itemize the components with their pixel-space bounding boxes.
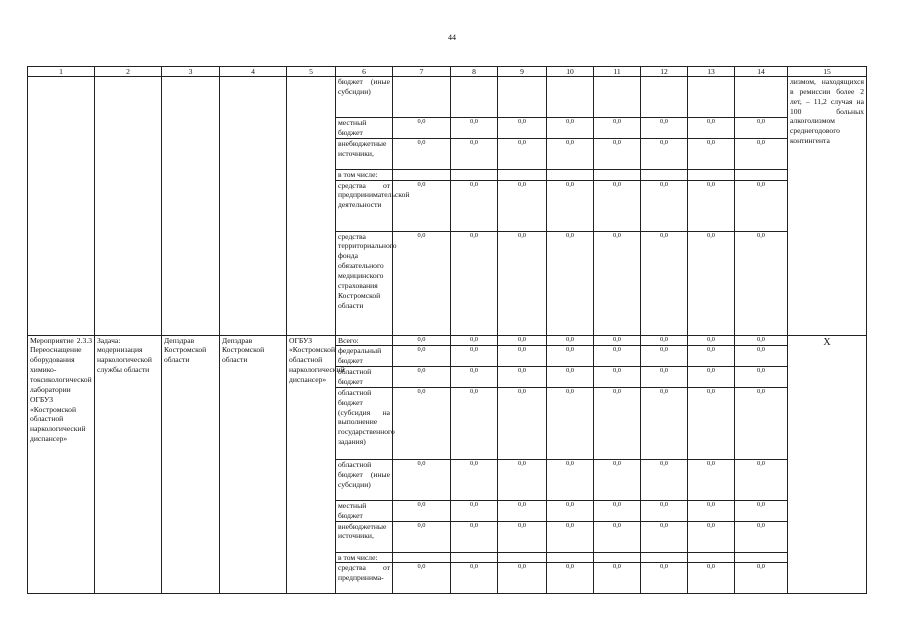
- column-number-9: 9: [498, 67, 547, 77]
- value-cell: [688, 552, 735, 563]
- value-cell: [594, 552, 641, 563]
- value-cell: 0,0: [393, 500, 451, 521]
- value-cell: 0,0: [547, 346, 594, 367]
- column-number-8: 8: [451, 67, 498, 77]
- value-cell: 0,0: [735, 180, 788, 231]
- value-cell: [688, 77, 735, 118]
- value-cell: 0,0: [498, 387, 547, 459]
- value-cell: [498, 169, 547, 180]
- column-number-4: 4: [220, 67, 287, 77]
- funding-source-cell: местный бюджет: [336, 118, 393, 139]
- event-col-5-cell: [287, 77, 336, 336]
- value-cell: 0,0: [594, 521, 641, 552]
- event-col-4-cell: [220, 77, 287, 336]
- value-cell: 0,0: [498, 180, 547, 231]
- value-cell: 0,0: [594, 500, 641, 521]
- value-cell: 0,0: [547, 180, 594, 231]
- value-cell: 0,0: [393, 563, 451, 594]
- value-cell: 0,0: [393, 231, 451, 335]
- funding-source-cell: внебюджетные источники,: [336, 138, 393, 169]
- value-cell: 0,0: [451, 346, 498, 367]
- column-number-10: 10: [547, 67, 594, 77]
- column-number-3: 3: [162, 67, 220, 77]
- value-cell: [594, 77, 641, 118]
- value-cell: 0,0: [498, 563, 547, 594]
- value-cell: 0,0: [498, 500, 547, 521]
- value-cell: 0,0: [688, 335, 735, 346]
- value-cell: 0,0: [451, 180, 498, 231]
- funding-source-cell: внебюджетные источники,: [336, 521, 393, 552]
- value-cell: 0,0: [735, 231, 788, 335]
- value-cell: 0,0: [498, 335, 547, 346]
- value-cell: 0,0: [594, 118, 641, 139]
- column-number-row: [28, 67, 867, 77]
- page-number: 44: [448, 33, 456, 42]
- value-cell: 0,0: [393, 367, 451, 388]
- value-cell: 0,0: [735, 367, 788, 388]
- value-cell: 0,0: [547, 563, 594, 594]
- value-cell: [641, 169, 688, 180]
- value-cell: 0,0: [594, 387, 641, 459]
- value-cell: [393, 77, 451, 118]
- value-cell: 0,0: [735, 459, 788, 500]
- value-cell: 0,0: [688, 231, 735, 335]
- event-col-2-cell: [95, 77, 162, 336]
- value-cell: 0,0: [735, 138, 788, 169]
- responsible-cell: Депздрав Костромской области: [162, 335, 220, 594]
- funding-source-cell: средства территориального фонда обязательного медицинского страхования Костромской области: [336, 231, 393, 335]
- value-cell: 0,0: [594, 231, 641, 335]
- value-cell: 0,0: [688, 563, 735, 594]
- value-cell: 0,0: [594, 138, 641, 169]
- value-cell: 0,0: [393, 346, 451, 367]
- value-cell: 0,0: [547, 118, 594, 139]
- value-cell: 0,0: [393, 180, 451, 231]
- value-cell: 0,0: [735, 346, 788, 367]
- value-cell: 0,0: [641, 521, 688, 552]
- value-cell: 0,0: [451, 500, 498, 521]
- value-cell: 0,0: [547, 367, 594, 388]
- table-row: [28, 335, 867, 346]
- value-cell: 0,0: [641, 231, 688, 335]
- value-cell: 0,0: [547, 500, 594, 521]
- funding-source-cell: областной бюджет (субсидия на выполнение государственного задания): [336, 387, 393, 459]
- value-cell: 0,0: [498, 231, 547, 335]
- value-cell: 0,0: [451, 387, 498, 459]
- value-cell: 0,0: [393, 118, 451, 139]
- value-cell: 0,0: [641, 367, 688, 388]
- program-table: [27, 66, 867, 594]
- value-cell: [641, 77, 688, 118]
- value-cell: 0,0: [393, 459, 451, 500]
- value-cell: [594, 169, 641, 180]
- column-number-7: 7: [393, 67, 451, 77]
- executor-cell: ОГБУЗ «Костромской областной наркологический диспансер»: [287, 335, 336, 594]
- value-cell: 0,0: [735, 118, 788, 139]
- value-cell: 0,0: [451, 521, 498, 552]
- value-cell: [451, 77, 498, 118]
- value-cell: 0,0: [735, 521, 788, 552]
- value-cell: 0,0: [498, 521, 547, 552]
- value-cell: [641, 552, 688, 563]
- value-cell: [735, 169, 788, 180]
- funding-source-cell: федеральный бюджет: [336, 346, 393, 367]
- value-cell: 0,0: [498, 459, 547, 500]
- column-number-2: 2: [95, 67, 162, 77]
- value-cell: 0,0: [451, 138, 498, 169]
- column-number-6: 6: [336, 67, 393, 77]
- value-cell: 0,0: [641, 118, 688, 139]
- value-cell: 0,0: [688, 180, 735, 231]
- value-cell: 0,0: [498, 346, 547, 367]
- value-cell: 0,0: [735, 335, 788, 346]
- value-cell: 0,0: [641, 138, 688, 169]
- value-cell: 0,0: [594, 346, 641, 367]
- value-cell: 0,0: [547, 459, 594, 500]
- value-cell: 0,0: [547, 387, 594, 459]
- value-cell: 0,0: [735, 500, 788, 521]
- value-cell: 0,0: [451, 231, 498, 335]
- funding-source-cell: в том числе:: [336, 169, 393, 180]
- funding-source-cell: средства от предпринимательской деятельности: [336, 180, 393, 231]
- value-cell: [547, 169, 594, 180]
- value-cell: 0,0: [688, 387, 735, 459]
- funding-source-cell: местный бюджет: [336, 500, 393, 521]
- indicator-cell: Х: [788, 335, 867, 594]
- value-cell: [735, 552, 788, 563]
- value-cell: 0,0: [641, 563, 688, 594]
- value-cell: 0,0: [393, 335, 451, 346]
- value-cell: 0,0: [641, 387, 688, 459]
- funding-source-cell: в том числе:: [336, 552, 393, 563]
- value-cell: 0,0: [393, 521, 451, 552]
- value-cell: 0,0: [688, 346, 735, 367]
- value-cell: [547, 552, 594, 563]
- value-cell: 0,0: [547, 521, 594, 552]
- value-cell: 0,0: [641, 180, 688, 231]
- value-cell: 0,0: [641, 335, 688, 346]
- value-cell: 0,0: [688, 118, 735, 139]
- funding-source-cell: бюджет (иные субсидии): [336, 77, 393, 118]
- value-cell: [498, 552, 547, 563]
- value-cell: 0,0: [594, 563, 641, 594]
- value-cell: [498, 77, 547, 118]
- funding-source-cell: областной бюджет (иные субсидии): [336, 459, 393, 500]
- event-name-cell: Мероприятие 2.3.3 Переоснащение оборудования химико-токсикологической лаборатории ОГБУЗ «Костромской областной наркологический диспансер»: [28, 335, 95, 594]
- table-row: [28, 77, 867, 118]
- indicator-cell: лизмом, находящихся в ремиссии более 2 лет, – 11,2 случая на 100 больных алкоголизмом среднегодового контингента: [788, 77, 867, 336]
- value-cell: [688, 169, 735, 180]
- value-cell: 0,0: [735, 387, 788, 459]
- value-cell: [547, 77, 594, 118]
- value-cell: 0,0: [688, 367, 735, 388]
- value-cell: [451, 552, 498, 563]
- value-cell: 0,0: [688, 138, 735, 169]
- column-number-1: 1: [28, 67, 95, 77]
- value-cell: 0,0: [688, 459, 735, 500]
- value-cell: 0,0: [498, 367, 547, 388]
- value-cell: [735, 77, 788, 118]
- column-number-12: 12: [641, 67, 688, 77]
- value-cell: 0,0: [594, 335, 641, 346]
- value-cell: 0,0: [594, 180, 641, 231]
- value-cell: 0,0: [547, 138, 594, 169]
- value-cell: 0,0: [451, 367, 498, 388]
- funding-source-cell: Всего:: [336, 335, 393, 346]
- event-col-3-cell: [162, 77, 220, 336]
- value-cell: 0,0: [451, 335, 498, 346]
- value-cell: [451, 169, 498, 180]
- customer-cell: Депздрав Костромской области: [220, 335, 287, 594]
- value-cell: 0,0: [451, 459, 498, 500]
- column-number-15: 15: [788, 67, 867, 77]
- event-col-1-cell: [28, 77, 95, 336]
- column-number-14: 14: [735, 67, 788, 77]
- value-cell: 0,0: [688, 521, 735, 552]
- value-cell: 0,0: [641, 459, 688, 500]
- value-cell: [393, 169, 451, 180]
- value-cell: 0,0: [735, 563, 788, 594]
- funding-source-cell: средства от предпринима-: [336, 563, 393, 594]
- value-cell: 0,0: [498, 118, 547, 139]
- column-number-11: 11: [594, 67, 641, 77]
- task-cell: Задача: модернизация наркологической службы области: [95, 335, 162, 594]
- value-cell: 0,0: [594, 367, 641, 388]
- value-cell: 0,0: [547, 335, 594, 346]
- funding-source-cell: областной бюджет: [336, 367, 393, 388]
- value-cell: 0,0: [641, 500, 688, 521]
- value-cell: 0,0: [451, 118, 498, 139]
- value-cell: 0,0: [688, 500, 735, 521]
- value-cell: 0,0: [641, 346, 688, 367]
- value-cell: 0,0: [451, 563, 498, 594]
- value-cell: 0,0: [547, 231, 594, 335]
- column-number-13: 13: [688, 67, 735, 77]
- value-cell: 0,0: [594, 459, 641, 500]
- value-cell: [393, 552, 451, 563]
- value-cell: 0,0: [393, 138, 451, 169]
- value-cell: 0,0: [498, 138, 547, 169]
- column-number-5: 5: [287, 67, 336, 77]
- value-cell: 0,0: [393, 387, 451, 459]
